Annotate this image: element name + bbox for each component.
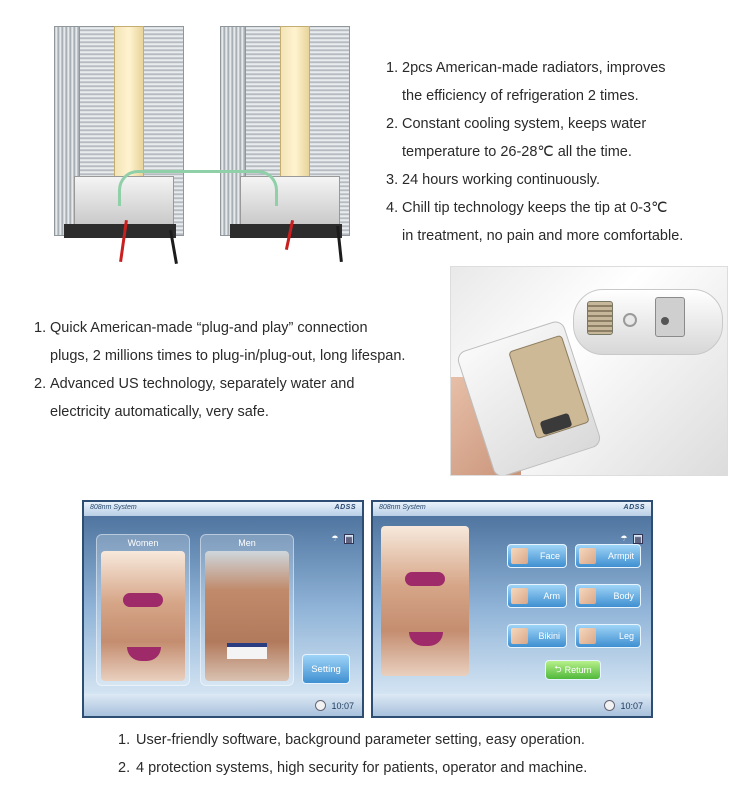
face-thumb-icon (511, 548, 528, 564)
men-card[interactable] (200, 534, 294, 686)
return-icon: ⮌ (554, 664, 562, 674)
face-button[interactable]: Face (507, 544, 567, 568)
coolant-tube (118, 170, 278, 206)
connector-plug-image (450, 266, 728, 476)
body-photo (381, 526, 469, 676)
radiators-image (40, 20, 360, 270)
system-title: 808nm System (90, 504, 137, 511)
brand-logo: ADSS (334, 504, 356, 511)
men-photo (205, 551, 289, 681)
screen-topbar (373, 502, 651, 516)
list-item: 2. 4 protection systems, high security for patients, operator and machine. (118, 760, 588, 776)
arm-button[interactable]: Arm (507, 584, 567, 608)
women-photo (101, 551, 185, 681)
armpit-button[interactable]: Armpit (575, 544, 641, 568)
list-item: 1. Quick American-made “plug-and play” connection plugs, 2 millions times to plug-in/plug-out, long lifespan. (34, 320, 406, 364)
software-features-list (118, 726, 718, 782)
return-button[interactable]: ⮌ Return (545, 660, 601, 680)
pin-connector (587, 301, 613, 335)
women-label: Women (127, 538, 159, 548)
leg-button[interactable]: Leg (575, 624, 641, 648)
list-item: 1. User-friendly software, background parameter setting, easy operation. (118, 732, 585, 748)
screen-gender-select (82, 500, 364, 718)
connector-features-list (34, 314, 446, 426)
body-thumb-icon (579, 588, 596, 604)
bikini-button[interactable]: Bikini (507, 624, 567, 648)
system-title: 808nm System (379, 504, 426, 511)
armpit-thumb-icon (579, 548, 596, 564)
screen-topbar (84, 502, 362, 516)
screen-body-area-select (371, 500, 653, 718)
leg-thumb-icon (579, 628, 596, 644)
water-icon: ☂ (331, 534, 339, 543)
clock-time: 10:07 (331, 701, 354, 711)
list-item: 2. Advanced US technology, separately water and electricity automatically, very safe. (34, 376, 355, 420)
brand-logo: ADSS (623, 504, 645, 511)
body-button[interactable]: Body (575, 584, 641, 608)
bikini-thumb-icon (511, 628, 528, 644)
setting-button[interactable]: Setting (302, 654, 350, 684)
list-item: 1. 2pcs American-made radiators, improves the efficiency of refrigeration 2 times. (386, 60, 666, 104)
water-icon: ☂ (620, 534, 628, 543)
calendar-icon: ▦ (634, 535, 642, 544)
list-item: 3. 24 hours working continuously. (386, 172, 601, 188)
women-card[interactable] (96, 534, 190, 686)
radiator-features-list (386, 54, 736, 250)
men-label: Men (238, 538, 256, 548)
calendar-icon: ▦ (345, 535, 353, 544)
list-item: 4. Chill tip technology keeps the tip at 0-3℃ in treatment, no pain and more comfortable. (386, 200, 684, 244)
clock-icon (315, 700, 326, 711)
clock-icon (604, 700, 615, 711)
arm-thumb-icon (511, 588, 528, 604)
clock-time: 10:07 (620, 701, 643, 711)
list-item: 2. Constant cooling system, keeps water temperature to 26-28℃ all the time. (386, 116, 647, 160)
